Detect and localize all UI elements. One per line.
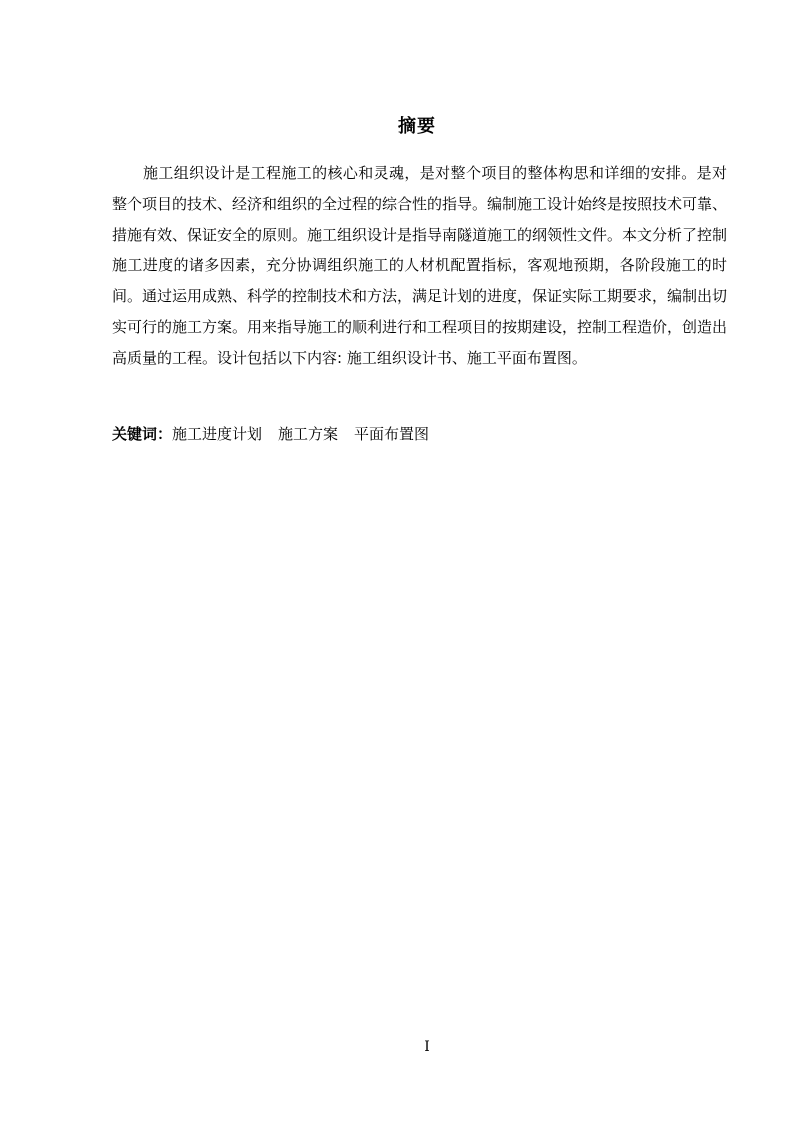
keyword-term: 施工方案 <box>278 425 339 443</box>
page-number: I <box>424 1039 430 1055</box>
keywords-label: 关键词： <box>112 425 173 443</box>
keyword-term: 平面布置图 <box>354 425 430 443</box>
keywords-line <box>112 420 727 448</box>
abstract-body: 施工组织设计是工程施工的核心和灵魂，是对整个项目的整体构思和详细的安排。是对整个项目的技术、经济和组织的全过程的综合性的指导。编制施工设计始终是按照技术可靠、措施有效、保证安全的原则。施工组织设计是指导南隧道施工的纲领性文件。本文分析了控制施工进度的诸多因素，充分协调组织施工的人材机配置指标，客观地预期，各阶段施工的时间。通过运用成熟、科学的控制技术和方法，满足计划的进度，保证实际工期要求，编制出切实可行的施工方案。用来指导施工的顺利进行和工程项目的按期建设，控制工程造价，创造出高质量的工程。设计包括以下内容: 施工组织设计书、施工平面布置图。 <box>112 164 728 367</box>
keyword-term: 施工进度计划 <box>172 425 263 443</box>
abstract-title: 摘要 <box>398 116 436 137</box>
